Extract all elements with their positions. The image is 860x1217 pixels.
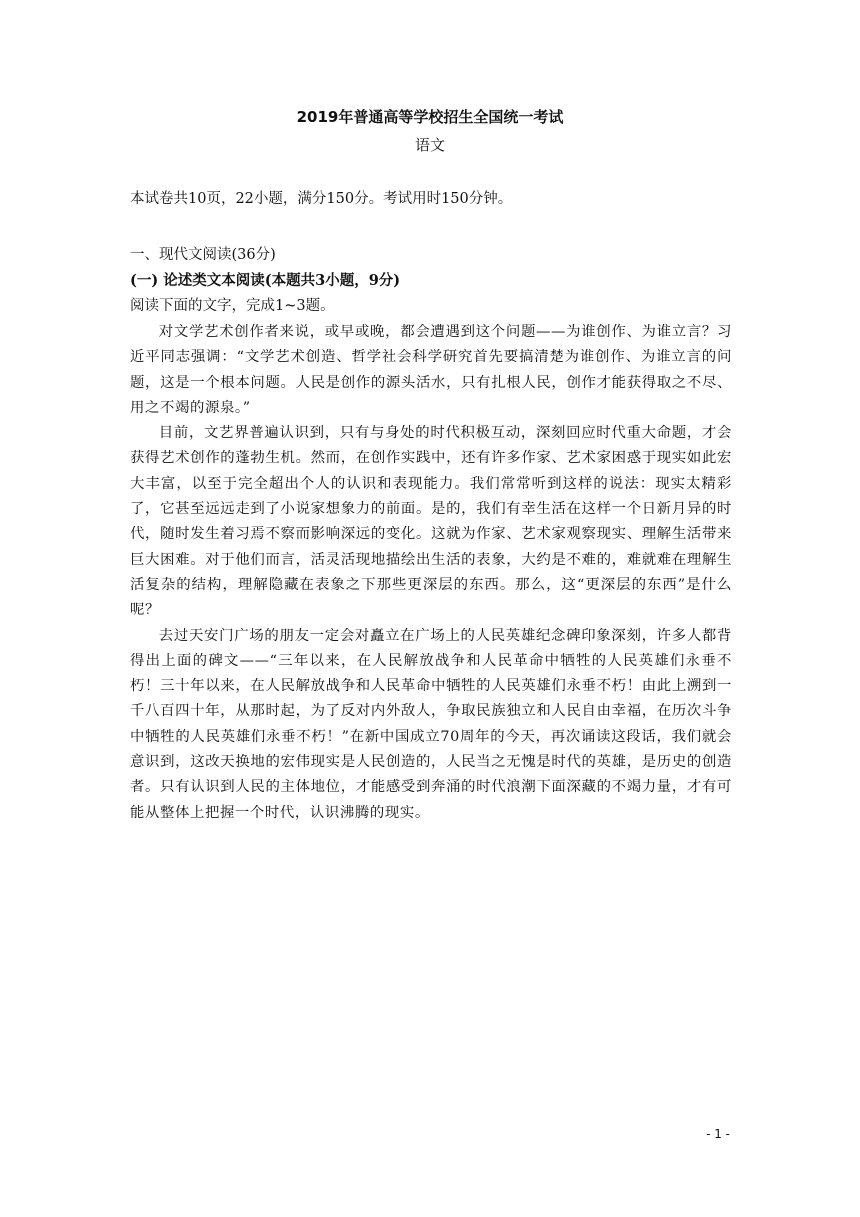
passage-paragraph-3: 去过天安门广场的朋友一定会对矗立在广场上的人民英雄纪念碑印象深刻，许多人都背得出上面的碑文——“三年以来，在人民解放战争和人民革命中牺牲的人民英雄们永垂不朽！三十年以来，在人民解放战争和人民革命中牺牲的人民英雄们永垂不朽！由此上溯到一千八百四十年，从那时起，为了反对内外敌人，争取民族独立和人民自由幸福，在历次斗争中牺牲的人民英雄们永垂不朽！”在新中国成立70周年的今天，再次诵读这段话，我们就会意识到，这改天换地的宏伟现实是人民创造的，人民当之无愧是时代的英雄，是历史的创造者。只有认识到人民的主体地位，才能感受到奔涌的时代浪潮下面深藏的不竭力量，才有可能从整体上把握一个时代，认识沸腾的现实。 bbox=[130, 627, 732, 821]
passage-paragraph-2: 目前，文艺界普遍认识到，只有与身处的时代积极互动，深刻回应时代重大命题，才会获得艺术创作的蓬勃生机。然而，在创作实践中，还有许多作家、艺术家困惑于现实如此宏大丰富，以至于完全超出个人的认识和表现能力。我们常常听到这样的说法：现实太精彩了，它甚至远远走到了小说家想象力的前面。是的，我们有幸生活在这样一个日新月异的时代，随时发生着习焉不察而影响深远的变化。这就为作家、艺术家观察现实、理解生活带来巨大困难。对于他们而言，活灵活现地描绘出生活的表象，大约是不难的，难就难在理解生活复杂的结构，理解隐藏在表象之下那些更深层的东西。那么，这“更深层的东西”是什么呢？ bbox=[130, 425, 732, 619]
page-number: - 1 - bbox=[706, 1127, 730, 1141]
passage-paragraph-1: 对文学艺术创作者来说，或早或晚，都会遭遇到这个问题——为谁创作、为谁立言？习近平同志强调：“文学艺术创造、哲学社会科学研究首先要搞清楚为谁创作、为谁立言的问题，这是一个根本问题。人民是创作的源头活水，只有扎根人民，创作才能获得取之不尽、用之不竭的源泉。” bbox=[130, 324, 732, 416]
exam-intro: 本试卷共10页，22小题，满分150分。考试用时150分钟。 bbox=[130, 191, 513, 207]
reading-passage bbox=[130, 320, 732, 826]
section-heading: 一、现代文阅读(36分) bbox=[130, 247, 276, 263]
subsection-heading: (一) 论述类文本阅读(本题共3小题，9分) bbox=[130, 272, 401, 289]
exam-title: 2019年普通高等学校招生全国统一考试 bbox=[296, 108, 564, 126]
reading-instruction: 阅读下面的文字，完成1~3题。 bbox=[130, 298, 335, 314]
exam-subject: 语文 bbox=[414, 136, 445, 154]
